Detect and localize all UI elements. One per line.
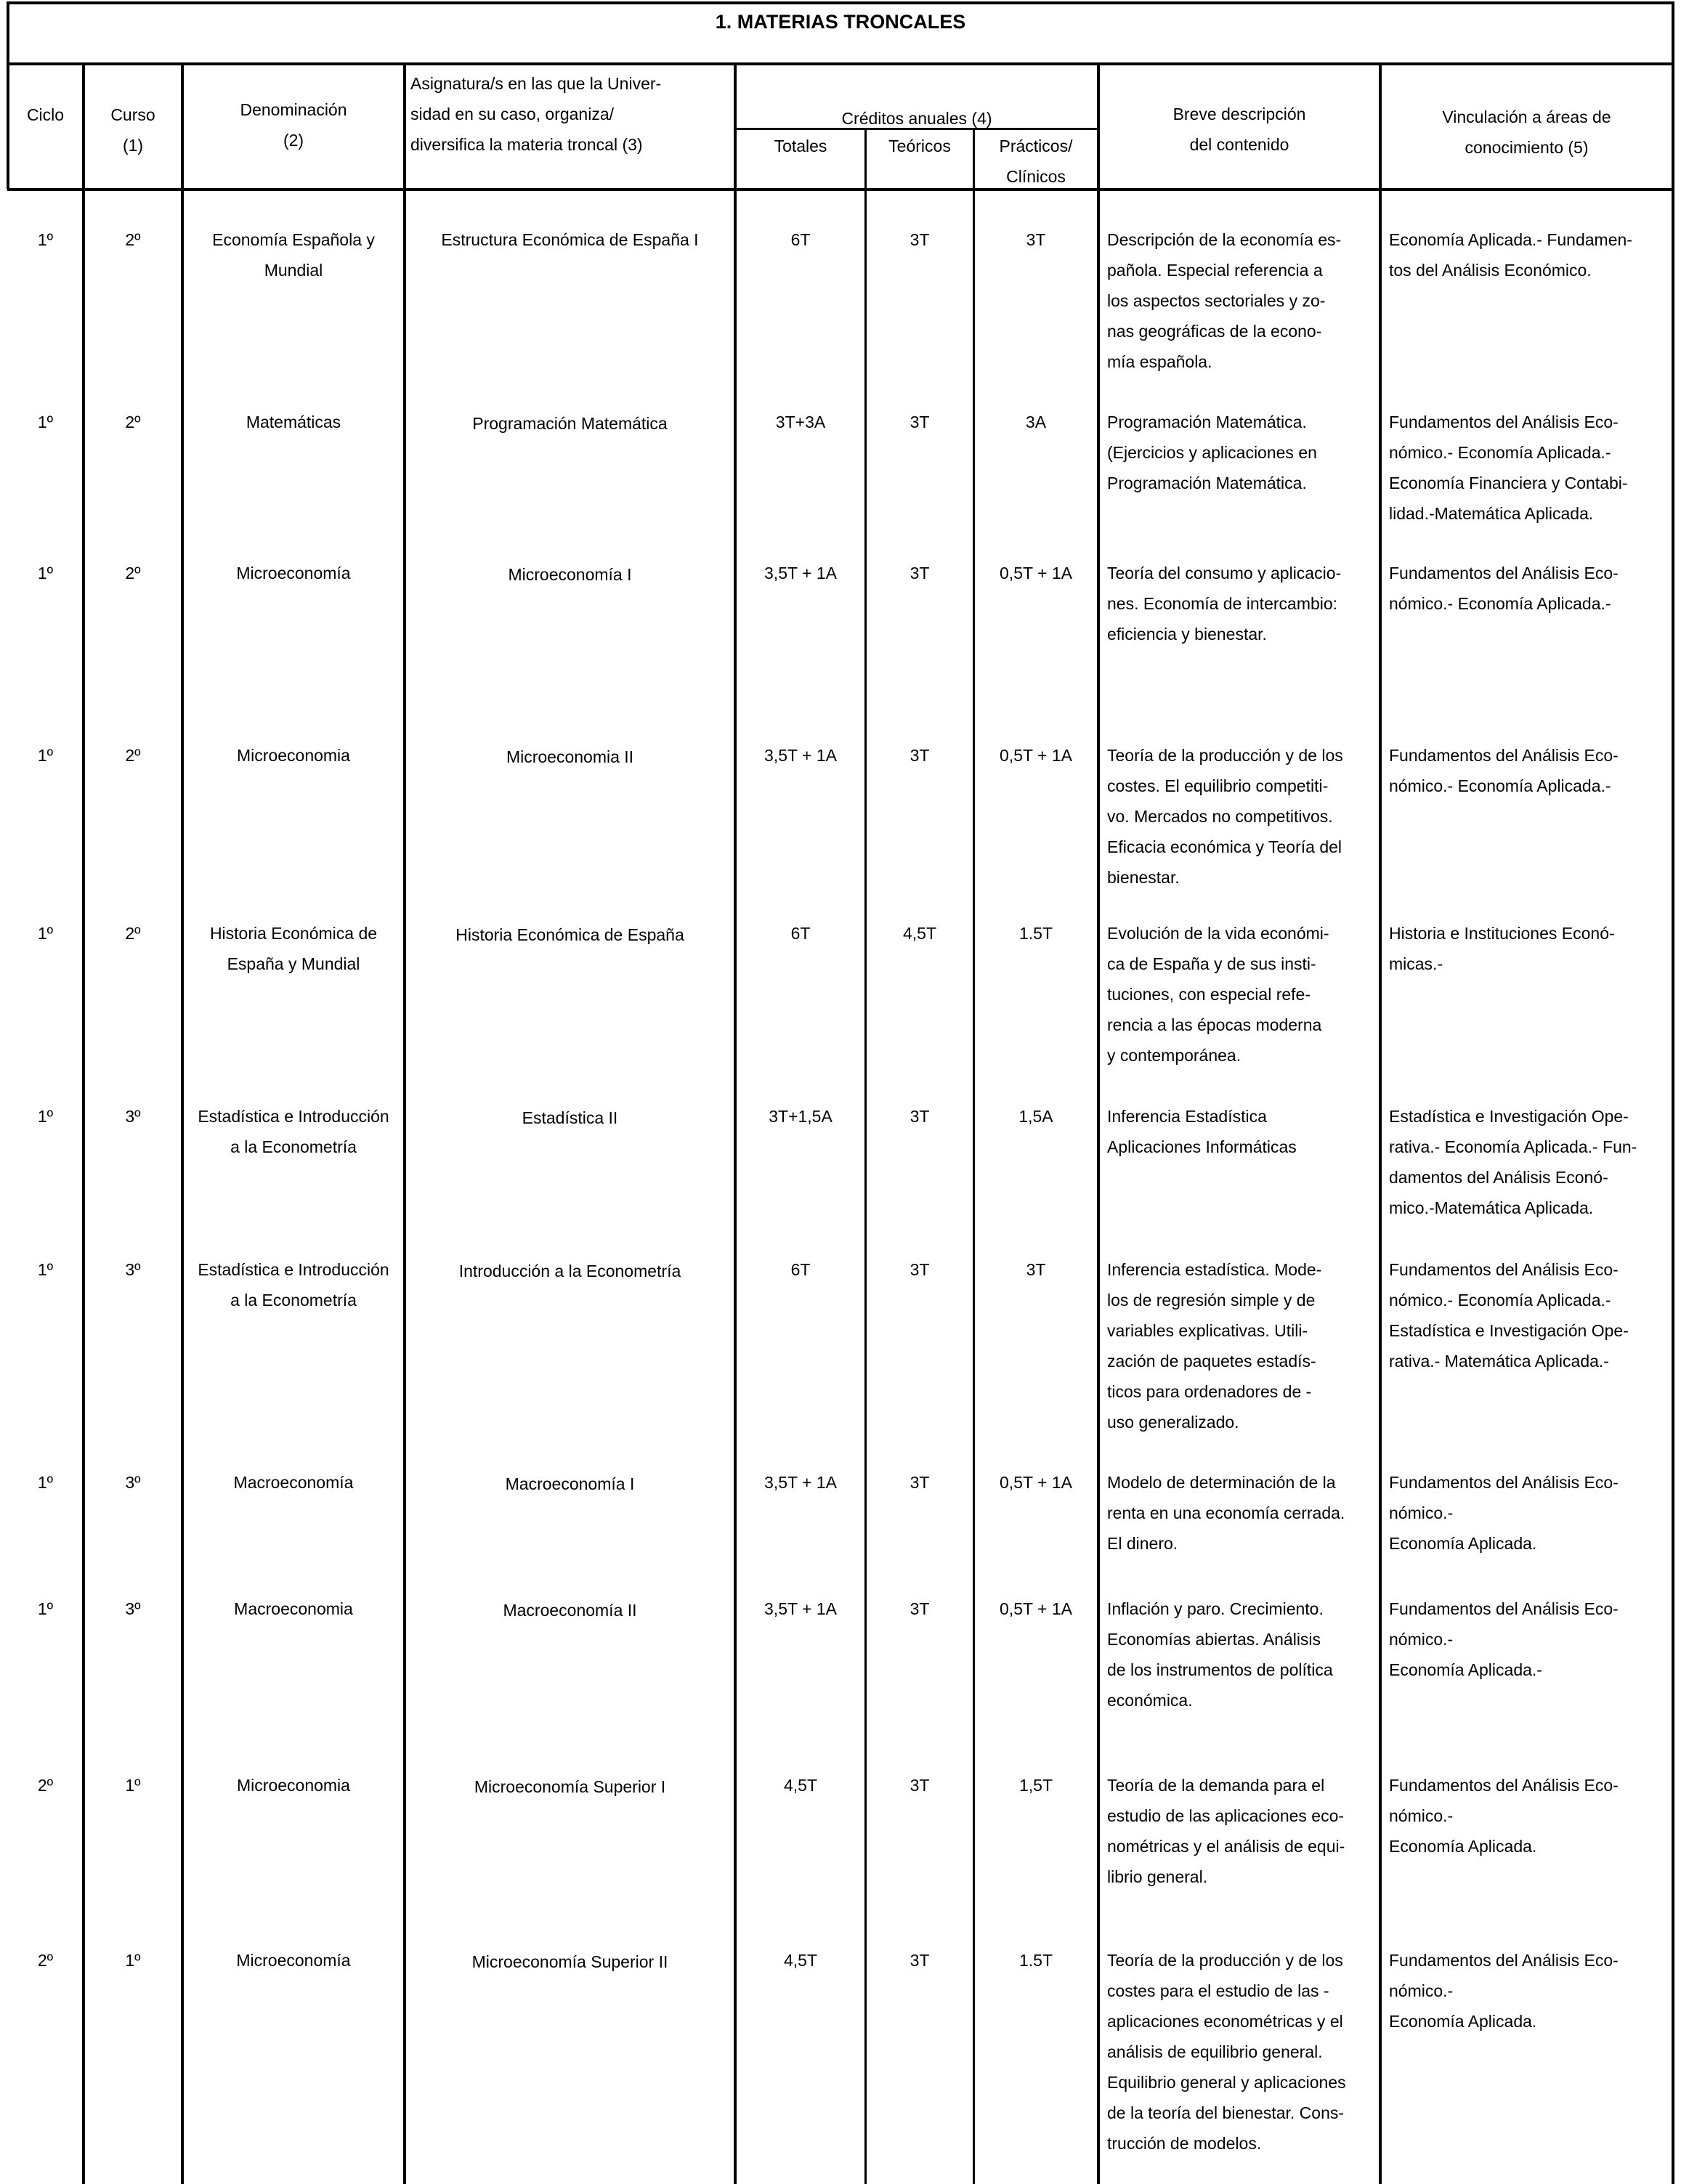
col-divider-descripcion — [1379, 64, 1382, 2184]
row-denominacion: Matemáticas — [246, 413, 341, 431]
row-totales: 6T — [790, 924, 811, 943]
row-practicos: 0,5T + 1A — [1000, 1473, 1072, 1492]
row-curso: 3º — [125, 1473, 141, 1492]
row-teoricos: 3T — [910, 230, 930, 249]
row-curso: 1º — [125, 1951, 141, 1970]
row-ciclo: 1º — [37, 746, 54, 765]
header-bottom-border — [7, 188, 1674, 191]
row-teoricos: 3T — [910, 1107, 930, 1126]
row-vinculacion: Fundamentos del Análisis Eco- nómico.- Economía Aplicada.- — [1389, 746, 1619, 795]
header-vinculacion: Vinculación a áreas de conocimiento (5) — [1442, 107, 1611, 157]
row-asignatura: Microeconomía I — [508, 565, 632, 584]
row-descripcion: Teoría del consumo y aplicacio- nes. Economía de intercambio: eficiencia y bienestar. — [1107, 564, 1342, 644]
row-descripcion: Descripción de la economía es- pañola. Especial referencia a los aspectos sectoriales y zo- nas geográficas de la econo- mía española. — [1107, 230, 1342, 371]
row-ciclo: 1º — [37, 564, 54, 582]
row-asignatura: Macroeconomía I — [505, 1474, 635, 1493]
row-teoricos: 3T — [910, 1473, 930, 1492]
row-descripcion: Teoría de la demanda para el estudio de las aplicaciones eco- nométricas y el análisis de equi- librio general. — [1107, 1776, 1345, 1886]
row-practicos: 1,5T — [1018, 1776, 1053, 1795]
row-asignatura: Introducción a la Econometría — [458, 1262, 681, 1280]
row-ciclo: 1º — [37, 924, 54, 943]
row-curso: 2º — [125, 746, 141, 765]
row-descripcion: Inferencia Estadística Aplicaciones Informáticas — [1107, 1107, 1297, 1156]
row-ciclo: 1º — [37, 230, 54, 249]
row-denominacion: Microeconomia — [237, 746, 350, 765]
row-practicos: 3T — [1026, 230, 1046, 249]
row-ciclo: 1º — [37, 1473, 54, 1492]
row-ciclo: 1º — [37, 1599, 54, 1618]
row-denominacion: Estadística e Introducción a la Econometría — [198, 1260, 389, 1310]
row-practicos: 1.5T — [1018, 924, 1053, 943]
row-curso: 2º — [125, 413, 141, 431]
row-vinculacion: Economía Aplicada.- Fundamen- tos del Análisis Económico. — [1389, 230, 1632, 280]
row-vinculacion: Estadística e Investigación Ope- rativa.- Economía Aplicada.- Fun- damentos del Análisis Econó- mico.-Matemática Aplicada. — [1389, 1107, 1637, 1217]
row-practicos: 0,5T + 1A — [1000, 746, 1072, 765]
row-totales: 4,5T — [783, 1776, 818, 1795]
row-curso: 3º — [125, 1107, 141, 1126]
row-totales: 3T+1,5A — [769, 1107, 833, 1126]
section-title: 1. MATERIAS TRONCALES — [715, 11, 966, 33]
row-practicos: 0,5T + 1A — [1000, 564, 1072, 582]
col-divider-practicos — [1097, 64, 1100, 2184]
row-vinculacion: Fundamentos del Análisis Eco- nómico.- Economía Aplicada.- — [1389, 564, 1619, 613]
row-descripcion: Evolución de la vida económi- ca de España y de sus insti- tuciones, con especial refe- rencia a las épocas moderna y contemporánea. — [1107, 924, 1329, 1065]
row-curso: 1º — [125, 1776, 141, 1795]
row-asignatura: Microeconomía Superior I — [474, 1777, 666, 1796]
row-vinculacion: Fundamentos del Análisis Eco- nómico.- Economía Aplicada.- Estadística e Investigación Ope- rativa.- Matemática Aplicada.- — [1389, 1260, 1629, 1371]
row-asignatura: Estructura Económica de España I — [441, 230, 699, 249]
row-teoricos: 3T — [910, 1599, 930, 1618]
row-curso: 2º — [125, 924, 141, 943]
row-totales: 3,5T + 1A — [764, 1599, 837, 1618]
row-teoricos: 3T — [910, 1951, 930, 1970]
row-vinculacion: Historia e Instituciones Econó- micas.- — [1389, 924, 1615, 973]
header-asignatura: Asignatura/s en las que la Univer- sidad en su caso, organiza/ diversifica la materia troncal (3) — [410, 74, 662, 154]
header-teoricos: Teóricos — [888, 137, 951, 155]
row-totales: 3,5T + 1A — [764, 564, 837, 582]
row-totales: 3,5T + 1A — [764, 746, 837, 765]
row-teoricos: 3T — [910, 746, 930, 765]
row-denominacion: Microeconomía — [236, 1951, 351, 1970]
row-asignatura: Estadística II — [522, 1108, 618, 1127]
row-teoricos: 3T — [910, 564, 930, 582]
row-totales: 6T — [790, 1260, 811, 1279]
row-practicos: 1.5T — [1018, 1951, 1053, 1970]
row-ciclo: 2º — [37, 1776, 54, 1795]
top-border — [7, 1, 1674, 4]
row-curso: 3º — [125, 1260, 141, 1279]
row-denominacion: Microeconomia — [237, 1776, 350, 1795]
row-asignatura: Microeconomía Superior II — [471, 1952, 668, 1971]
row-denominacion: Macroeconomía — [233, 1473, 354, 1492]
row-denominacion: Historia Económica de España y Mundial — [209, 924, 378, 973]
col-divider-totales — [864, 129, 867, 2184]
row-asignatura: Programación Matemática — [472, 414, 668, 433]
row-totales: 3T+3A — [775, 413, 826, 431]
row-descripcion: Programación Matemática. (Ejercicios y aplicaciones en Programación Matemática. — [1107, 413, 1317, 492]
row-vinculacion: Fundamentos del Análisis Eco- nómico.- Economía Aplicada. — [1389, 1951, 1619, 2031]
row-curso: 2º — [125, 564, 141, 582]
row-ciclo: 2º — [37, 1951, 54, 1970]
row-descripcion: Teoría de la producción y de los costes. El equilibrio competiti- vo. Mercados no competitivos. Eficacia económica y Teoría del bienestar. — [1107, 746, 1343, 887]
row-curso: 3º — [125, 1599, 141, 1618]
row-descripcion: Modelo de determinación de la renta en una economía cerrada. El dinero. — [1107, 1473, 1345, 1553]
row-practicos: 3T — [1026, 1260, 1046, 1279]
row-vinculacion: Fundamentos del Análisis Eco- nómico.- Economía Aplicada. — [1389, 1776, 1619, 1856]
row-practicos: 0,5T + 1A — [1000, 1599, 1072, 1618]
row-teoricos: 3T — [910, 1776, 930, 1795]
header-totales: Totales — [774, 137, 827, 155]
title-bottom-border — [7, 62, 1674, 65]
header-curso: Curso (1) — [110, 105, 155, 155]
row-teoricos: 4,5T — [902, 924, 937, 943]
row-teoricos: 3T — [910, 1260, 930, 1279]
row-descripcion: Inferencia estadística. Mode- los de regresión simple y de variables explicativas. Utili- zación de paquetes estadís- ticos para ordenadores de - uso generalizado. — [1107, 1260, 1322, 1432]
row-ciclo: 1º — [37, 1107, 54, 1126]
row-totales: 6T — [790, 230, 811, 249]
header-creditos-anuales: Créditos anuales (4) — [841, 109, 992, 128]
right-border — [1672, 1, 1674, 2184]
row-vinculacion: Fundamentos del Análisis Eco- nómico.- Economía Aplicada.- — [1389, 1599, 1619, 1679]
row-totales: 4,5T — [783, 1951, 818, 1970]
row-practicos: 1,5A — [1018, 1107, 1053, 1126]
row-teoricos: 3T — [910, 413, 930, 431]
row-practicos: 3A — [1025, 413, 1047, 431]
row-asignatura: Microeconomia II — [506, 747, 634, 766]
row-denominacion: Macroeconomia — [234, 1599, 353, 1618]
row-denominacion: Microeconomía — [236, 564, 351, 582]
row-vinculacion: Fundamentos del Análisis Eco- nómico.- Economía Aplicada.- Economía Financiera y Contabi- lidad.-Matemática Aplicada. — [1389, 413, 1628, 523]
row-denominacion: Estadística e Introducción a la Econometría — [198, 1107, 389, 1156]
header-denominacion: Denominación (2) — [240, 100, 347, 150]
header-practicos: Prácticos/ Clínicos — [999, 137, 1073, 186]
row-ciclo: 1º — [37, 1260, 54, 1279]
row-curso: 2º — [125, 230, 141, 249]
row-denominacion: Economía Española y Mundial — [212, 230, 375, 280]
row-descripcion: Teoría de la producción y de los costes para el estudio de las - aplicaciones econométricas y el análisis de equilibrio general. Equilibrio general y aplicaciones de la teoría del bienestar. Cons- trucción de modelos. — [1107, 1951, 1346, 2153]
row-vinculacion: Fundamentos del Análisis Eco- nómico.- Economía Aplicada. — [1389, 1473, 1619, 1553]
row-totales: 3,5T + 1A — [764, 1473, 837, 1492]
row-ciclo: 1º — [37, 413, 54, 431]
row-descripcion: Inflación y paro. Crecimiento. Economías abiertas. Análisis de los instrumentos de política económica. — [1107, 1599, 1333, 1710]
row-asignatura: Macroeconomía II — [503, 1601, 637, 1620]
row-asignatura: Historia Económica de España — [455, 925, 684, 944]
col-divider-teoricos — [973, 129, 975, 2184]
header-descripcion: Breve descripción del contenido — [1172, 105, 1306, 154]
header-ciclo: Ciclo — [26, 105, 65, 124]
